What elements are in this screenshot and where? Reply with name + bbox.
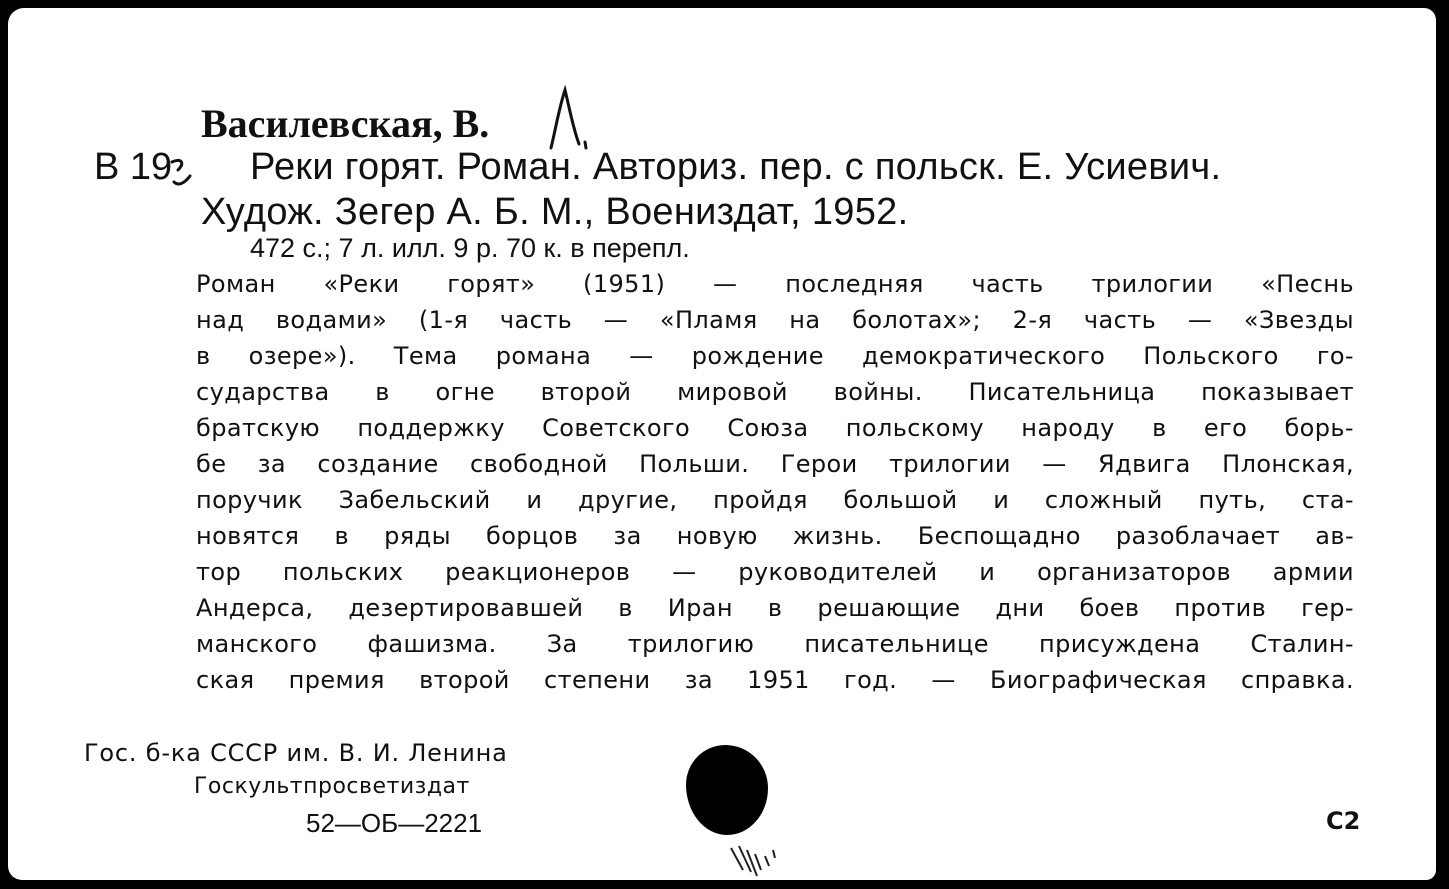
title-line-2: Худож. Зегер А. Б. М., Воениздат, 1952. xyxy=(201,191,909,233)
annotation-line: тор польских реакционеров — руководителей и организаторов армии xyxy=(196,558,1354,586)
handwritten-letter-mark xyxy=(545,84,589,154)
annotation-line: поручик Забельский и другие, пройдя большой и сложный путь, ста- xyxy=(196,486,1354,514)
annotation-line: бе за создание свободной Польши. Герои трилогии — Ядвига Плонская, xyxy=(196,450,1354,478)
annotation-line: над водами» (1-я часть — «Пламя на болотах»; 2-я часть — «Звезды xyxy=(196,306,1354,334)
annotation-line: братскую поддержку Советского Союза польскому народу в его борь- xyxy=(196,414,1354,442)
library-name: Гос. б-ка СССР им. В. И. Ленина xyxy=(84,739,508,767)
catalog-card xyxy=(8,8,1436,880)
author-heading: Василевская, В. xyxy=(201,101,490,146)
card-number: 52—ОБ—2221 xyxy=(306,808,483,838)
sheet-code: С2 xyxy=(1326,807,1361,835)
title-line-1: Реки горят. Роман. Авториз. пер. с польск. Е. Усиевич. xyxy=(250,146,1222,188)
call-number: В 19 xyxy=(94,146,173,188)
annotation-line: новятся в ряды борцов за новую жизнь. Беспощадно разоблачает ав- xyxy=(196,522,1354,550)
annotation-line: ская премия второй степени за 1951 год. — Биографическая справка. xyxy=(196,666,1354,694)
collation: 472 с.; 7 л. илл. 9 р. 70 к. в перепл. xyxy=(250,233,690,263)
annotation-line: Андерса, дезертировавшей в Иран в решающие дни боев против гер- xyxy=(196,594,1354,622)
annotation-line: в озере»). Тема романа — рождение демократического Польского го- xyxy=(196,342,1354,370)
handwritten-call-mark xyxy=(168,156,200,190)
publisher-name: Госкультпросветиздат xyxy=(194,774,470,799)
punch-hole xyxy=(686,745,768,835)
annotation-line: Роман «Реки горят» (1951) — последняя часть трилогии «Песнь xyxy=(196,270,1354,298)
ink-scribble-mark xyxy=(723,836,793,886)
annotation-line: манского фашизма. За трилогию писательнице присуждена Сталин- xyxy=(196,630,1354,658)
annotation-line: сударства в огне второй мировой войны. Писательница показывает xyxy=(196,378,1354,406)
